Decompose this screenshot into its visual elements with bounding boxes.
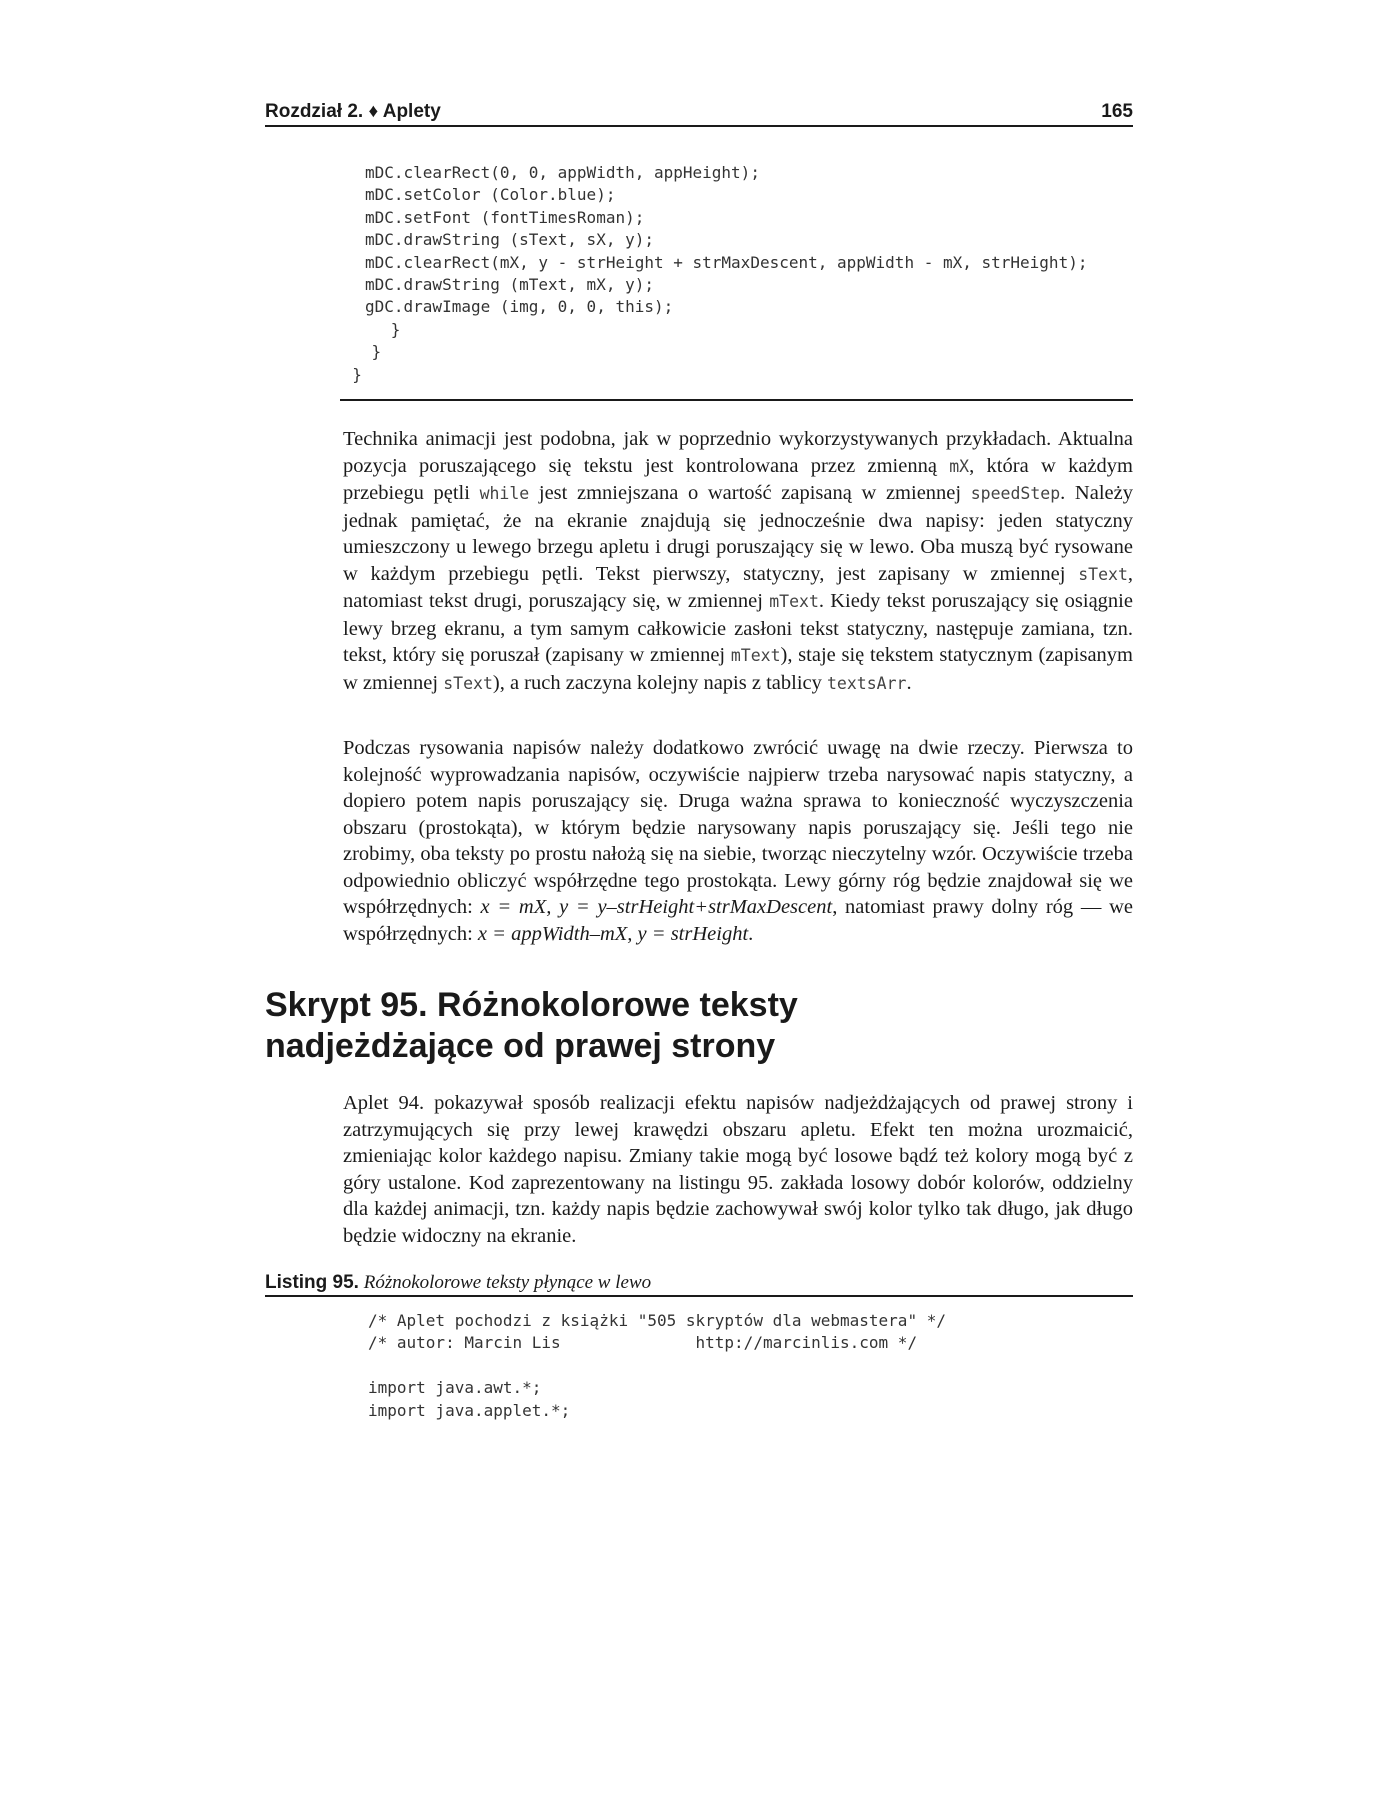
text-run: , natomiast prawy dolny róg — we współrzędnych: [343, 896, 1134, 945]
inline-code: while [479, 484, 530, 503]
code-line: mDC.setColor (Color.blue); [365, 185, 616, 205]
heading-line: nadjeżdżające od prawej strony [265, 1027, 776, 1065]
code-line: mDC.drawString (sText, sX, y); [365, 230, 654, 250]
formula: x = appWidth–mX, y = strHeight [477, 922, 749, 945]
inline-code: mText [730, 646, 781, 665]
inline-code: textsArr [827, 673, 907, 693]
body-paragraph [343, 426, 1133, 697]
text-run: Technika animacji jest podobna, jak w poprzednio wykorzystywanych przykładach. Aktualna pozycja poruszającego się tekstu jest kontrolowana przez zmienną [343, 428, 1133, 477]
text-run: ), staje się tekstem statycznym (zapisanym w zmiennej [343, 644, 1134, 694]
running-header [265, 97, 1133, 127]
code-line: mDC.clearRect(mX, y - strHeight + strMaxDescent, appWidth - mX, strHeight); [365, 252, 1088, 272]
text-run: ), a ruch zaczyna kolejny napis z tablicy [492, 671, 827, 694]
code-line: mDC.drawString (mText, mX, y); [365, 275, 654, 295]
code-line: import java.applet.*; [368, 1400, 571, 1420]
page-number: 165 [1101, 101, 1133, 122]
inline-code: sText [443, 673, 493, 693]
code-line: import java.awt.*; [368, 1378, 542, 1398]
listing-label: Listing 95. [265, 1272, 359, 1293]
text-run: jest zmniejszana o wartość zapisaną w zmiennej [529, 482, 971, 504]
text-run: . Należy jednak pamiętać, że na ekranie znajdują się jednocześnie dwa napisy: jeden statyczny umieszczony u lewego brzegu apletu i drugi poruszający się w lewo. Oba muszą być rysowane w każdym przebiegu pętli. Tekst pierwszy, statyczny, jest zapisany w zmiennej [343, 482, 1133, 585]
inline-code: mX [949, 456, 970, 476]
code-line: mDC.setFont (fontTimesRoman); [365, 207, 645, 227]
text-run: Podczas rysowania napisów należy dodatkowo zwrócić uwagę na dwie rzeczy. Pierwsza to kolejność wyprowadzania napisów, oczywiście najpierw trzeba narysować napis statyczny, a dopiero potem napis poruszający się. Druga ważna sprawa to konieczność wyczyszczenia obszaru (prostokąta), w którym będzie narysowany napis poruszający się. Jeśli tego nie zrobimy, oba teksty po prostu nałożą się na siebie, tworząc nieczytelny wzór. Oczywiście trzeba odpowiednio obliczyć współrzędne tego prostokąta. Lewy górny róg będzie znajdował się we współrzędnych: [343, 737, 1133, 918]
code-line: /* autor: Marcin Lis http://marcinlis.com */ [368, 1333, 918, 1353]
code-end-rule [340, 399, 1133, 401]
code-line: mDC.clearRect(0, 0, appWidth, appHeight); [365, 163, 760, 182]
formula: x = mX, y = y–strHeight+strMaxDescent [480, 896, 833, 918]
text-run: , natomiast tekst drugi, poruszający się, w zmiennej [343, 562, 1133, 612]
code-line: } [333, 364, 362, 384]
heading-line: Skrypt 95. Różnokolorowe teksty [265, 986, 798, 1024]
text-run: . [748, 922, 754, 945]
code-line: /* Aplet pochodzi z książki "505 skryptów dla webmastera" */ [368, 1311, 946, 1330]
code-line: } [333, 342, 382, 362]
inline-code: sText [1078, 564, 1128, 584]
listing-caption [265, 1271, 1133, 1297]
code-line: gDC.drawImage (img, 0, 0, this); [365, 297, 674, 317]
text-run: . [906, 671, 912, 694]
text-run: . Kiedy tekst poruszający się osiągnie lewy brzeg ekranu, a tym samym całkowicie zasłoni tekst statyczny, następuje zamiana, tzn. tekst, który się poruszał (zapisany w zmiennej [343, 590, 1133, 666]
listing-title: Różnokolorowe teksty płynące w lewo [363, 1272, 652, 1293]
text-run: , która w każdym przebiegu pętli [343, 454, 1133, 504]
code-block-continued [333, 162, 1088, 386]
body-paragraph [343, 735, 1133, 947]
body-paragraph: Aplet 94. pokazywał sposób realizacji efektu napisów nadjeżdżających od prawej strony i zatrzymujących się przy lewej krawędzi obszaru apletu. Efekt ten można urozmaicić, zmieniając kolor każdego napisu. Zmiany takie mogą być losowe bądź też kolory mogą być z góry ustalone. Kod zaprezentowany na listingu 95. zakłada losowy dobór kolorów, oddzielny dla każdej animacji, tzn. każdy napis będzie zachowywał swój kolor tylko tak długo, jak długo będzie widoczny na ekranie. [343, 1092, 1133, 1247]
code-line: } [333, 319, 401, 339]
listing-code [368, 1310, 946, 1422]
section-heading [265, 985, 1125, 1067]
chapter-title: Rozdział 2. ♦ Aplety [265, 101, 441, 122]
inline-code: speedStep [970, 484, 1061, 503]
inline-code: mText [769, 592, 819, 611]
